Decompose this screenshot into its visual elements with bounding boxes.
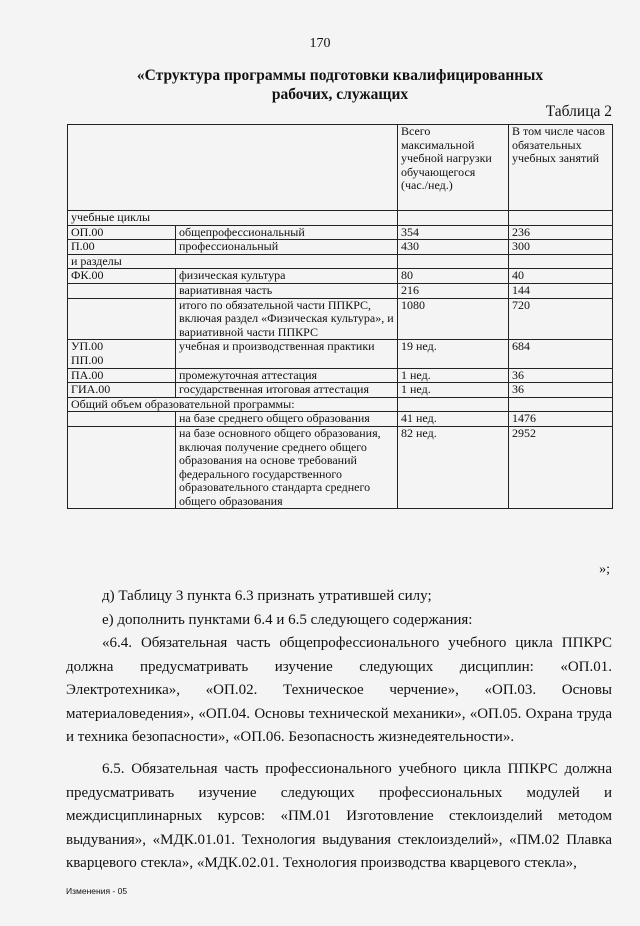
item-d-text — [66, 585, 612, 609]
row-name: вариативная часть — [176, 283, 398, 298]
row-code: ПА.00 — [68, 368, 176, 383]
row-code-line: УП.00 — [71, 339, 104, 354]
row-code: ОП.00 — [68, 225, 176, 240]
row-mandatory: 2952 — [509, 426, 613, 509]
row-total: 41 нед. — [398, 412, 509, 427]
row-name: общепрофессиональный — [176, 225, 398, 240]
table-row — [68, 283, 613, 298]
table-row — [68, 340, 613, 368]
table-row — [68, 383, 613, 398]
page-number: 170 — [309, 36, 331, 51]
table-label: Таблица 2 — [545, 103, 612, 120]
section-row-cycles — [68, 211, 613, 226]
row-name: промежуточная аттестация — [176, 368, 398, 383]
row-total: 82 нед. — [398, 426, 509, 509]
item-e-text — [66, 609, 612, 633]
row-code — [68, 426, 176, 509]
row-mandatory: 144 — [509, 283, 613, 298]
row-code — [68, 412, 176, 427]
row-total: 354 — [398, 225, 509, 240]
row-code — [68, 298, 176, 340]
paragraph-6-5 — [66, 758, 612, 876]
row-mandatory: 236 — [509, 225, 613, 240]
row-code-line: ПП.00 — [71, 352, 104, 367]
table-row — [68, 298, 613, 340]
row-name: итого по обязательной части ППКРС, включая раздел «Физическая культура», и вариативной части ППКРС — [176, 298, 398, 340]
table-row — [68, 368, 613, 383]
row-mandatory: 40 — [509, 269, 613, 284]
row-code — [68, 283, 176, 298]
row-total: 80 — [398, 269, 509, 284]
table-row — [68, 269, 613, 284]
header-mandatory-hours: В том числе часов обязательных учебных занятий — [509, 125, 613, 211]
row-name: физическая культура — [176, 269, 398, 284]
header-empty-cell — [68, 125, 398, 211]
row-code — [68, 340, 176, 368]
document-title — [70, 66, 610, 104]
row-mandatory: 36 — [509, 368, 613, 383]
table-row — [68, 412, 613, 427]
paragraph-6-4 — [66, 632, 612, 750]
row-total: 430 — [398, 240, 509, 255]
section-row-total — [68, 397, 613, 412]
paragraph-6-4-text: «6.4. Обязательная часть общепрофессионального учебного цикла ППКРС должна предусматривать изучение следующих дисциплин: «ОП.01. Электротехника», «ОП.02. Техническое черчение», «ОП.03. Основы материаловедения», «ОП.04. Основы технической механики», «ОП.05. Охрана труда и техника безопасности», «ОП.06. Безопасность жизнедеятельности». — [66, 635, 612, 745]
row-total: 19 нед. — [398, 340, 509, 368]
section-label: Общий объем образовательной программы: — [68, 397, 398, 412]
row-total: 1080 — [398, 298, 509, 340]
row-mandatory: 36 — [509, 383, 613, 398]
row-total: 1 нед. — [398, 368, 509, 383]
section-row-parts — [68, 254, 613, 269]
row-name: государственная итоговая аттестация — [176, 383, 398, 398]
table-row — [68, 225, 613, 240]
row-mandatory: 1476 — [509, 412, 613, 427]
paragraph-6-5-text: 6.5. Обязательная часть профессионального учебного цикла ППКРС должна предусматривать изучение следующих профессиональных модулей и междисциплинарных курсов: «ПМ.01 Изготовление стеклоизделий методом выдувания», «МДК.01.01. Технология выдувания стеклоизделий», «ПМ.02 Плавка кварцевого стекла», «МДК.02.01. Технология производства кварцевого стекла», — [66, 761, 612, 871]
row-mandatory: 720 — [509, 298, 613, 340]
program-structure-table — [67, 124, 613, 509]
row-name: на базе среднего общего образования — [176, 412, 398, 427]
row-name: профессиональный — [176, 240, 398, 255]
table-header-row — [68, 125, 613, 211]
header-total-load: Всего максимальной учебной нагрузки обучающегося (час./нед.) — [398, 125, 509, 211]
row-code: ГИА.00 — [68, 383, 176, 398]
table-row — [68, 426, 613, 509]
row-code: П.00 — [68, 240, 176, 255]
footer-note: Изменения - 05 — [66, 886, 128, 896]
row-mandatory: 684 — [509, 340, 613, 368]
table-closing-quote: »; — [599, 562, 610, 577]
section-label: учебные циклы — [68, 211, 398, 226]
item-d-line: д) Таблицу 3 пункта 6.3 признать утратившей силу; — [102, 588, 432, 604]
section-label: и разделы — [68, 254, 398, 269]
row-total: 1 нед. — [398, 383, 509, 398]
row-name: учебная и производственная практики — [176, 340, 398, 368]
table-row — [68, 240, 613, 255]
row-total: 216 — [398, 283, 509, 298]
row-code: ФК.00 — [68, 269, 176, 284]
title-line-2: рабочих, служащих — [271, 86, 409, 103]
row-mandatory: 300 — [509, 240, 613, 255]
title-line-1: «Структура программы подготовки квалифицированных — [136, 67, 544, 84]
item-e-line: е) дополнить пунктами 6.4 и 6.5 следующего содержания: — [102, 612, 473, 628]
row-name: на базе основного общего образования, включая получение среднего общего образования на основе требований федерального государственного образовательного стандарта среднего общего образования — [176, 426, 398, 509]
